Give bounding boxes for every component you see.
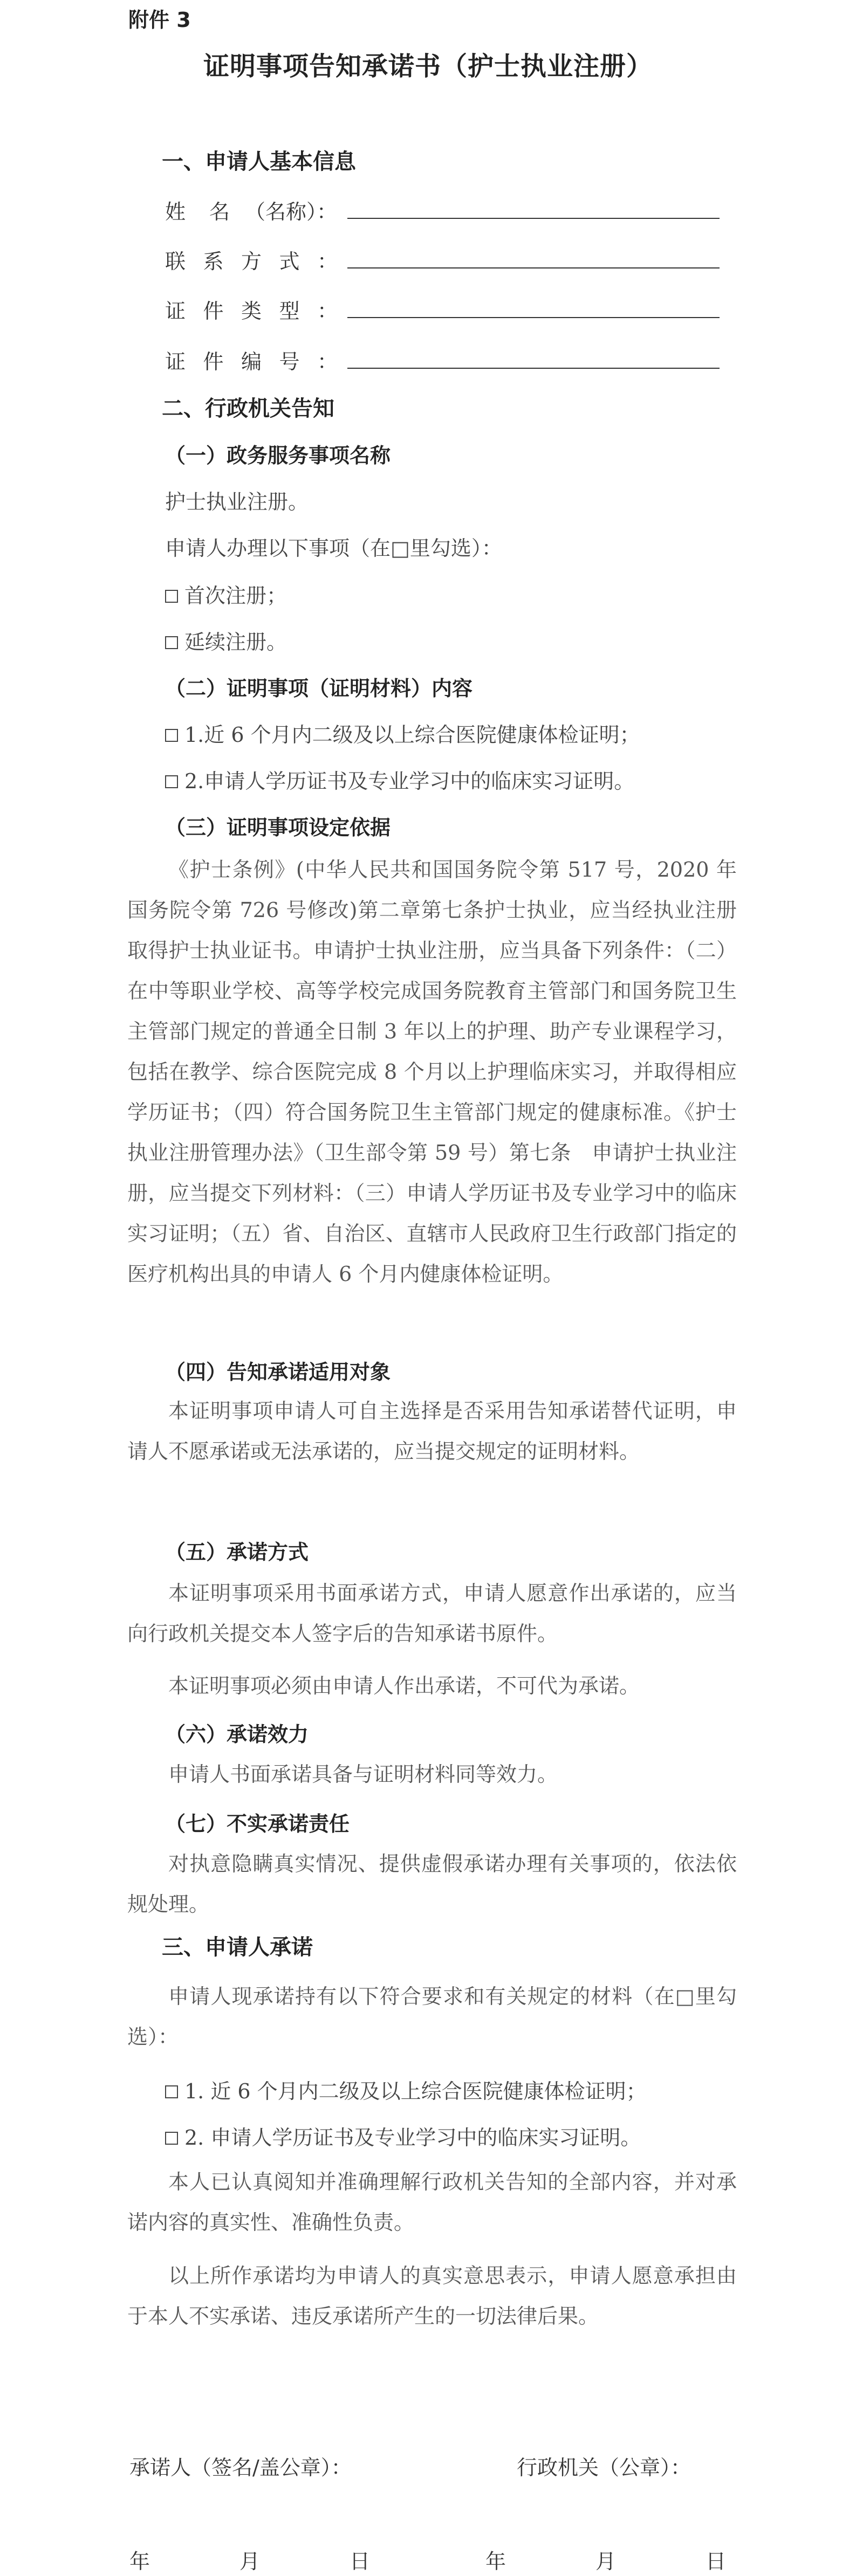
- date-left: 年 月 日: [129, 2550, 387, 2573]
- document-title: 证明事项告知承诺书（护士执业注册）: [203, 51, 653, 81]
- s2-heading: （二）证明事项（证明材料）内容: [165, 676, 473, 700]
- id-number-field[interactable]: [347, 368, 720, 369]
- authority-seal-label: 行政机关（公章）：: [517, 2456, 691, 2479]
- section2-heading: 二、行政机关告知: [162, 396, 334, 421]
- commit-item1: 1. 近 6 个月内二级及以上综合医院健康体检证明；: [165, 2075, 647, 2104]
- s3-heading: （三）证明事项设定依据: [165, 815, 391, 839]
- s3-intro: 申请人现承诺持有以下符合要求和有关规定的材料（在□里勾选）：: [127, 1985, 737, 2049]
- id-type-field[interactable]: [347, 317, 720, 318]
- checkbox-s2-item2[interactable]: [165, 775, 178, 788]
- promisor-signature-label: 承诺人（签名/盖公章）：: [129, 2456, 352, 2479]
- s2-item1: 1.近 6 个月内二级及以上综合医院健康体检证明；: [165, 718, 640, 748]
- s6-heading: （六）承诺效力: [165, 1722, 309, 1746]
- date-right: 年 月 日: [485, 2550, 743, 2573]
- s1-text: 护士执业注册。: [165, 490, 309, 514]
- s7-heading: （七）不实承诺责任: [165, 1812, 350, 1836]
- s3-text: 《护士条例》(中华人民共和国国务院令第 517 号，2020 年国务院令第 726 号修改)第二章第七条护士执业，应当经执业注册取得护士执业证书。申请护士执业注册，应当具备下列条件：（二）在中等职业学校、高等学校完成国务院教育主管部门和国务院卫生主管部门规定的普通全日制 3 年以上的护理、助产专业课程学习，包括在教学、综合医院完成 8 个月以上护理临床实习，并取得相应学历证书；（四）符合国务院卫生主管部门规定的健康标准。《护士执业注册管理办法》（卫生部令第 59 号）第七条 申请护士执业注册，应当提交下列材料：（三）申请人学历证书及专业学习中的临床实习证明；（五）省、自治区、直辖市人民政府卫生行政部门指定的医疗机构出具的申请人 6 个月内健康体检证明。: [127, 858, 737, 1286]
- checkbox-first-registration[interactable]: [165, 590, 178, 603]
- s1-option-first: 首次注册；: [165, 579, 287, 609]
- name-field[interactable]: [347, 218, 720, 219]
- attachment-label: 附件 3: [128, 8, 191, 32]
- s5-text1: 本证明事项采用书面承诺方式，申请人愿意作出承诺的，应当向行政机关提交本人签字后的告知承诺书原件。: [127, 1581, 737, 1645]
- commit-item2: 2. 申请人学历证书及专业学习中的临床实习证明。: [165, 2121, 641, 2151]
- commit-text2: 以上所作承诺均为申请人的真实意思表示，申请人愿意承担由于本人不实承诺、违反承诺所产生的一切法律后果。: [127, 2264, 737, 2328]
- checkbox-s2-item1[interactable]: [165, 729, 178, 742]
- s1-heading: （一）政务服务事项名称: [165, 443, 391, 467]
- name-unit: （名称）：: [245, 200, 338, 224]
- name-label: 姓名: [165, 200, 230, 224]
- s5-heading: （五）承诺方式: [165, 1540, 309, 1564]
- s2-item2: 2.申请人学历证书及专业学习中的临床实习证明。: [165, 764, 634, 794]
- checkbox-commit-item2[interactable]: [165, 2132, 178, 2145]
- checkbox-commit-item1[interactable]: [165, 2085, 178, 2098]
- checkbox-renewal-registration[interactable]: [165, 636, 178, 649]
- s7-text: 对执意隐瞒真实情况、提供虚假承诺办理有关事项的，依法依规处理。: [127, 1852, 737, 1916]
- s6-text: 申请人书面承诺具备与证明材料同等效力。: [168, 1762, 558, 1786]
- contact-label: 联系方式：: [165, 250, 338, 273]
- contact-field[interactable]: [347, 267, 720, 268]
- s5-text2: 本证明事项必须由申请人作出承诺，不可代为承诺。: [168, 1674, 640, 1698]
- s1-option-renewal: 延续注册。: [165, 625, 287, 655]
- s4-text: 本证明事项申请人可自主选择是否采用告知承诺替代证明，申请人不愿承诺或无法承诺的，应当提交规定的证明材料。: [127, 1399, 737, 1463]
- commit-text1: 本人已认真阅知并准确理解行政机关告知的全部内容，并对承诺内容的真实性、准确性负责。: [127, 2170, 737, 2234]
- section1-heading: 一、申请人基本信息: [162, 149, 356, 174]
- s1-note: 申请人办理以下事项（在□里勾选）：: [165, 536, 502, 560]
- id-number-label: 证件编号：: [165, 350, 338, 374]
- id-type-label: 证件类型：: [165, 299, 338, 323]
- s4-heading: （四）告知承诺适用对象: [165, 1360, 391, 1384]
- section3-heading: 三、申请人承诺: [162, 1935, 313, 1960]
